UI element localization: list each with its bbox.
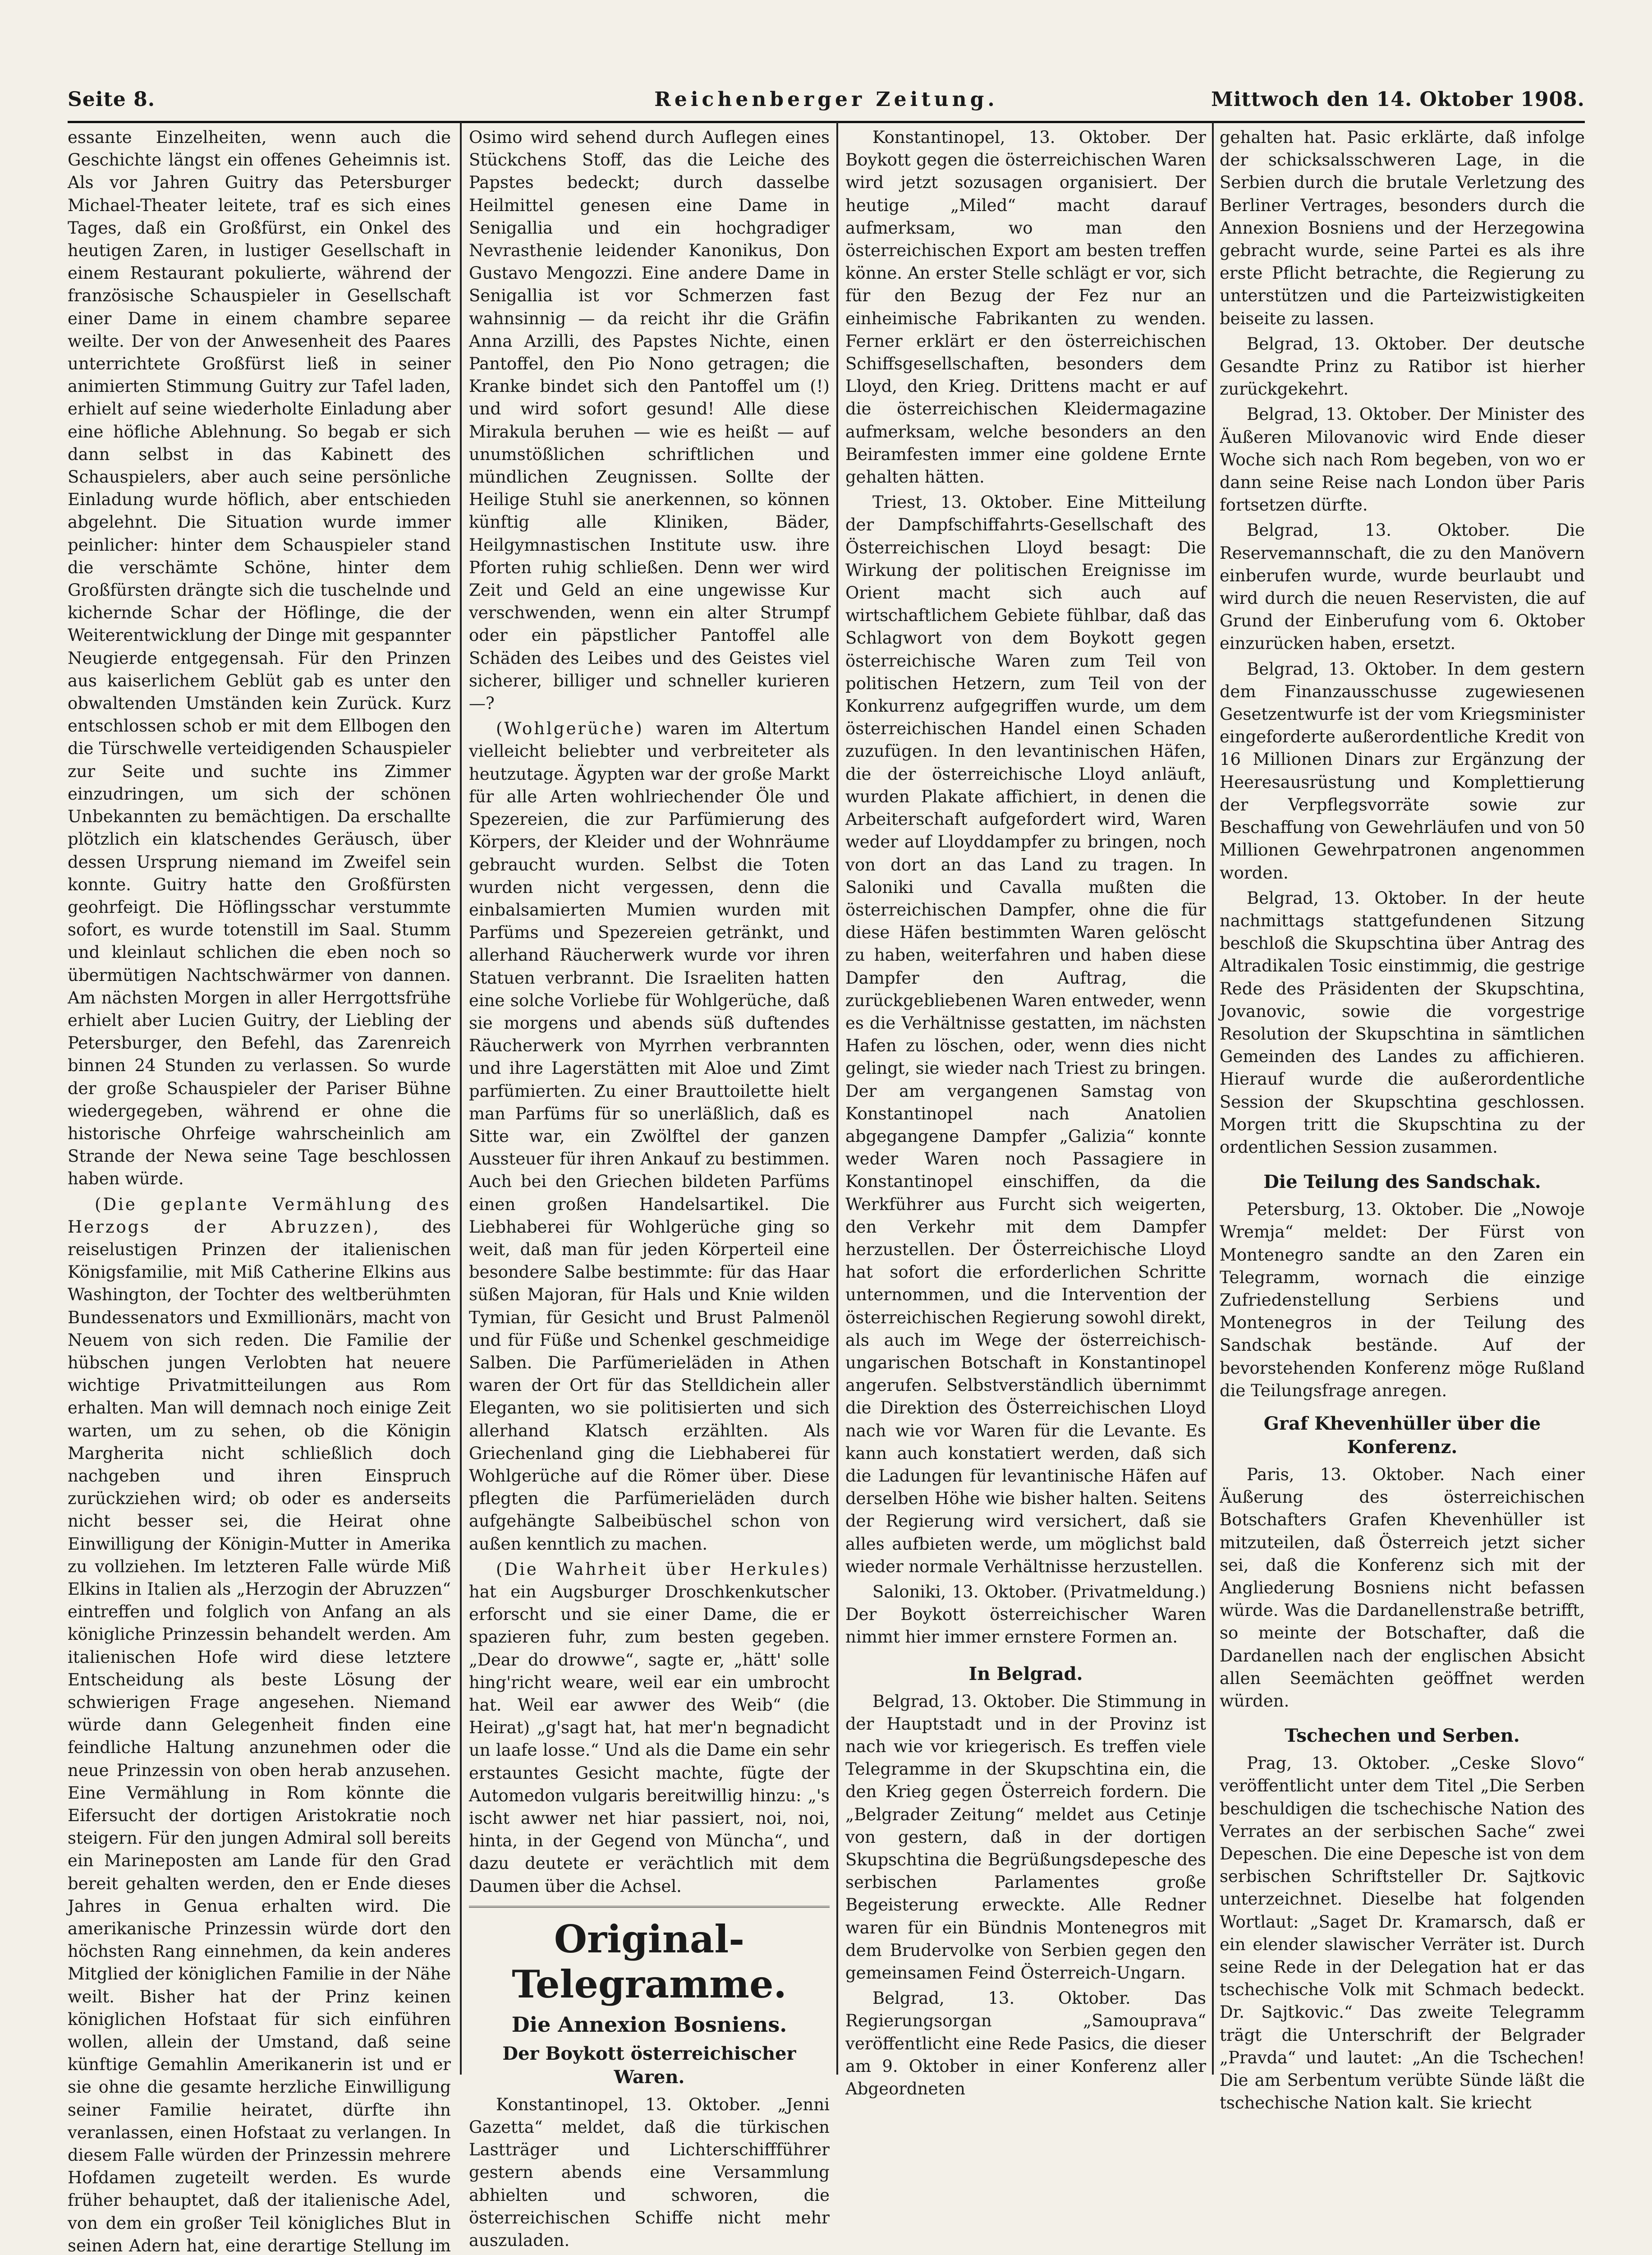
- article-abruzzen: (Die geplante Vermählung des Herzogs der Abruzzen), des reiselustigen Prinzen der italienischen Königsfamilie, mit Miß Catherine Elkins aus Washington, der Tochter des weltberühmten Bundessenators und Exmillionärs, macht von Neuem von sich reden. Die Familie der hübschen jungen Verlobten hat neuere wichtige Privatmitteilungen aus Rom erhalten. Man will demnach noch einige Zeit warten, um zu sehen, ob die Königin Margherita nicht schließlich doch nachgeben und ihren Einspruch zurückziehen wird; ob oder es anderseits nicht besser sei, die Heirat ohne Einwilligung der Königin-Mutter in Amerika zu vollziehen. Im letzteren Falle würde Miß Elkins in Italien als „Herzogin der Abruzzen“ eintreffen und folglich von Anfang an als königliche Prinzessin behandelt werden. Am italienischen Hofe wird diese letztere Entscheidung als beste Lösung der schwierigen Frage angesehen. Niemand würde dann Gelegenheit finden eine feindliche Haltung anzunehmen oder die neue Prinzessin von oben herab anzusehen. Eine Vermählung in Rom könnte die Eifersucht der dortigen Aristokratie noch steigern. Für den jungen Admiral soll bereits ein Marineposten am Lande für den Grad bereit gehalten werden, den er Ende dieses Jahres in Genua erhalten wird. Die amerikanische Prinzessin würde dort den höchsten Rang einnehmen, da kein anderes Mitglied der königlichen Familie in der Nähe weilt. Bisher hat der Prinz keinen königlichen Hofstaat für sich einführen wollen, allein der Umstand, daß seine künftige Gemahlin Amerikanerin ist und er sie ohne die gesamte herzliche Einwilligung seiner Familie heiratet, dürfte ihn veranlassen, einen Hofstaat zu verlangen. In diesem Falle würden der Prinzessin mehrere Hofdamen zugeteilt werden. Es wurde früher behauptet, daß der italienische Adel, von dem ein großer Teil königliches Blut in seinen Adern hat, eine derartige Stellung im: [68, 1194, 451, 2255]
- column-divider: [460, 122, 462, 2075]
- issue-date: Mittwoch den 14. Oktober 1908.: [1211, 88, 1585, 111]
- telegram-konstantinopel-2: Konstantinopel, 13. Oktober. Der Boykott gegen die österreichischen Waren wird jetzt sozusagen organisiert. Der heutige „Miled“ macht darauf aufmerksam, wo man den österreichischen Export am besten treffen könne. An erster Stelle schlägt er vor, sich für den Bezug der Fez nur an einheimische Fabrikanten zu wenden. Ferner erklärt er den österreichischen Schiffsgesellschaften, besonders dem Lloyd, den Krieg. Drittens macht er auf die österreichischen Kleidermagazine aufmerksam, welche besonders an den Beiramfesten immer eine goldene Ernte gehalten hätten.: [845, 128, 1206, 487]
- telegram-belgrad-3: Belgrad, 13. Oktober. Der deutsche Gesandte Prinz zu Ratibor ist hierher zurückgekehrt.: [1220, 334, 1585, 399]
- telegram-paris: Paris, 13. Oktober. Nach einer Äußerung des österreichischen Botschafters Grafen Khevenhüller ist mitzuteilen, daß Österreich jetzt sicher sei, daß die Konferenz sich mit der Angliederung Bosniens nicht befassen würde. Was die Dardanellenstraße betrifft, so meinte der Botschafter, daß die Dardanellen nach der englischen Absicht allen Seemächten geöffnet werden würden.: [1220, 1464, 1585, 1711]
- telegram-belgrad-4: Belgrad, 13. Oktober. Der Minister des Äußeren Milovanovic wird Ende dieser Woche sich nach Rom begeben, von wo er dann seine Reise nach London über Paris fortsetzen dürfte.: [1220, 405, 1585, 515]
- telegram-triest: Triest, 13. Oktober. Eine Mitteilung der Dampfschiffahrts-Gesellschaft des Österreichischen Lloyd besagt: Die Wirkung der politischen Ereignisse im Orient macht sich auch auf wirtschaftlichem Gebiete fühlbar, daß das Schlagwort von dem Boykott gegen österreichische Waren zum Teil von politischen Hetzern, zum Teil von der Konkurrenz aufgegriffen wurde, um dem österreichischen Handel einen Schaden zuzufügen. In den levantinischen Häfen, die der österreichische Lloyd anläuft, wurden Plakate affichiert, in denen die Arbeiterschaft aufgefordert wird, Waren weder auf Lloyddampfer zu bringen, noch von dort an das Land zu tragen. In Saloniki und Cavalla mußten die österreichischen Dampfer, ohne die für diese Häfen bestimmten Waren gelöscht zu haben, weiterfahren und haben diese Dampfer den Auftrag, die zurückgebliebenen Waren entweder, wenn es die Verhältnisse gestatten, im nächsten Hafen zu löschen, oder, wenn dies nicht gelingt, sie wieder nach Triest zu bringen. Der am vergangenen Samstag von Konstantinopel nach Anatolien abgegangene Dampfer „Galizia“ konnte weder Waren noch Passagiere in Konstantinopel einschiffen, da die Werkführer aus Furcht sich weigerten, den Verkehr mit dem Dampfer herzustellen. Der Österreichische Lloyd hat sofort die erforderlichen Schritte unternommen, und die Intervention der österreichischen Regierung sowohl direkt, als auch im Wege der österreichisch-ungarischen Botschaft in Konstantinopel angerufen. Selbstverständlich übernimmt die Direktion des Österreichischen Lloyd nach wie vor Waren für die Levante. Es kann auch konstatiert werden, daß sich die Ladungen für levantinische Häfen auf derselben Höhe wie bisher halten. Seitens der Regierung wird versichert, daß sie alles aufbieten werde, um möglichst bald wieder normale Verhältnisse herzustellen.: [845, 492, 1206, 1576]
- subsection-title-tschechen: Tschechen und Serben.: [1285, 1725, 1520, 1747]
- column-4: [1220, 126, 1585, 2113]
- column-divider: [1212, 122, 1214, 2075]
- telegram-belgrad-1: Belgrad, 13. Oktober. Die Stimmung in der Hauptstadt und in der Provinz ist nach wie vor kriegerisch. Es treffen viele Telegramme in der Skupschtina ein, die den Krieg gegen Österreich fordern. Die „Belgrader Zeitung“ meldet aus Cetinje von gestern, daß in der dortigen Skupschtina die Begrüßungsdepesche des serbischen Parlamentes große Begeisterung erweckte. Alle Redner waren für ein Bündnis Montenegros mit dem Brudervolke von Serbien gegen den gemeinsamen Feind Österreich-Ungarn.: [845, 1691, 1206, 1983]
- column-2: [469, 126, 830, 2250]
- telegram-belgrad-2: Belgrad, 13. Oktober. Das Regierungsorgan „Samouprava“ veröffentlicht eine Rede Pasics, die dieser am 9. Oktober in einer Konferenz aller Abgeordneten: [845, 1988, 1206, 2099]
- column-1: [68, 126, 451, 2255]
- article-herkules: (Die Wahrheit über Herkules) hat ein Augsburger Droschkenkutscher erforscht und sie einer Dame, die er spazieren fuhr, zum besten gegeben. „Dear do drowwe“, sagte er, „hätt' solle hing'richt weare, weil ear ein umbrocht hat. Weil ear awwer des Weib“ (die Heirat) „g'sagt hat, hat mer'n begnadicht un laafe losse.“ Und als die Dame ein sehr erstauntes Gesicht machte, fügte der Automedon vulgaris bereitwillig hinzu: „'s ischt awwer net hiar passiert, noi, noi, hinta, in der Gegend von Müncha“, und dazu deutete er verächtlich mit dem Daumen über die Achsel.: [469, 1559, 830, 1896]
- subsection-title-boykott: Der Boykott österreichischer Waren.: [502, 2043, 796, 2088]
- article-paepstliche-wunder-cont: Osimo wird sehend durch Auflegen eines Stückchens Stoff, das die Leiche des Papstes bedeckt; durch dasselbe Heilmittel genesen eine Dame in Senigallia und ein hochgradiger Nevrasthenie leidender Kanonikus, Don Gustavo Mengozzi. Eine andere Dame in Senigallia ist vor Schmerzen fast wahnsinnig — da reicht ihr die Gräfin Anna Arzilli, des Papstes Nichte, einen Pantoffel, den Pio Nono getragen; die Kranke bindet sich den Pantoffel um (!) und wird sofort gesund! Alle diese Mirakula beruhen — wie es heißt — auf unumstößlichen schriftlichen und mündlichen Zeugnissen. Sollte der Heilige Stuhl sie anerkennen, so können künftig alle Kliniken, Bäder, Heilgymnastischen Institute usw. ihre Pforten ruhig schließen. Denn wer wird Zeit und Geld an eine ungewisse Kur verschwenden, wenn ein alter Strumpf oder ein päpstlicher Pantoffel alle Schäden des Leibes und des Geistes viel sicherer, billiger und schneller kurieren —?: [469, 128, 830, 713]
- subsection-title-annexion: Die Annexion Bosniens.: [511, 2012, 787, 2037]
- header-rule: [68, 121, 1585, 123]
- telegram-belgrad-5: Belgrad, 13. Oktober. Die Reservemannschaft, die zu den Manövern einberufen wurde, wurde beurlaubt und wird durch die neuen Reservisten, die auf Grund der Einberufung vom 6. Oktober einzurücken haben, ersetzt.: [1220, 520, 1585, 653]
- subsection-title-sandschak: Die Teilung des Sandschak.: [1263, 1171, 1541, 1193]
- column-3: [845, 126, 1206, 2099]
- telegram-saloniki: Saloniki, 13. Oktober. (Privatmeldung.) Der Boykott österreichischer Waren nimmt hier immer ernstere Formen an.: [845, 1582, 1206, 1647]
- page-header: [68, 88, 1585, 120]
- article-wohlgerueche: (Wohlgerüche) waren im Altertum vielleicht beliebter und verbreiteter als heutzutage. Ägypten war der große Markt für alle Arten wohlriechender Öle und Spezereien, die zur Parfümierung des Körpers, der Kleider und der Wohnräume gebraucht wurden. Selbst die Toten wurden nicht vergessen, denn die einbalsamierten Mumien wurden mit Parfüms und Spezereien getränkt, und allerhand Räucherwerk wurde vor ihren Statuen verbrannt. Die Israeliten hatten eine solche Vorliebe für Wohlgerüche, daß sie morgens und abends süß duftendes Räucherwerk von Myrrhen verbrannten und ihre Lagerstätten mit Aloe und Zimt parfümierten. Zu einer Brauttoilette hielt man Parfüms für so unerläßlich, daß es Sitte war, ein Zwölftel der ganzen Aussteuer für ihren Ankauf zu bestimmen. Auch bei den Griechen bildeten Parfüms einen großen Handelsartikel. Die Liebhaberei für Wohlgerüche ging so weit, daß man für jeden Körperteil eine besondere Salbe bestimmte: für das Haar süßen Majoran, für Hals und Knie wilden Tymian, für Gesicht und Brust Palmenöl und für Füße und Schenkel geschmeidige Salben. Die Parfümerieläden in Athen waren der Ort für das Stelldichein aller Eleganten, wo sie politisierten und sich allerhand Klatsch erzählten. Als Griechenland ging die Liebhaberei für Wohlgerüche auf die Römer über. Diese pflegten die Parfümerieläden durch aufgehängte Salbeibüschel schon von außen kenntlich zu machen.: [469, 719, 830, 1554]
- section-title-telegramme: Original-Telegramme.: [512, 1916, 787, 2006]
- column-divider: [836, 122, 838, 2075]
- telegram-petersburg: Petersburg, 13. Oktober. Die „Nowoje Wremja“ meldet: Der Fürst von Montenegro sandte an den Zaren ein Telegramm, wornach die einzige Zufriedenstellung Serbiens und Montenegros in der Teilung des Sandschak bestände. Auf der bevorstehenden Konferenz möge Rußland die Teilungsfrage anregen.: [1220, 1200, 1585, 1400]
- newspaper-title: Reichenberger Zeitung.: [654, 88, 998, 111]
- telegram-prag: Prag, 13. Oktober. „Ceske Slovo“ veröffentlicht unter dem Titel „Die Serben beschuldigen die tschechische Nation des Verrates an der serbischen Sache“ zwei Depeschen. Die eine Depesche ist von dem serbischen Schriftsteller Dr. Sajtkovic unterzeichnet. Dieselbe hat folgenden Wortlaut: „Saget Dr. Kramarsch, daß er ein elender slawischer Verräter ist. Durch seine Rede in der Delegation hat er das tschechische Volk mit Schmach bedeckt. Dr. Sajtkovic.“ Das zweite Telegramm trägt die Unterschrift der Belgrader „Pravda“ und lautet: „An die Tschechen! Die am Serbentum verübte Sünde läßt die tschechische Nation kalt. Sie kriecht: [1220, 1753, 1585, 2113]
- telegram-konstantinopel: Konstantinopel, 13. Oktober. „Jenni Gazetta“ meldet, daß die türkischen Lastträger und Lichterschiffführer gestern abends eine Versammlung abhielten und schworen, die österreichischen Schiffe nicht mehr auszuladen.: [469, 2094, 830, 2250]
- section-separator: [469, 1906, 830, 1908]
- subsection-title-khevenhueller: Graf Khevenhüller über die Konferenz.: [1263, 1413, 1541, 1458]
- page-number: Seite 8.: [68, 88, 156, 111]
- telegram-belgrad-7: Belgrad, 13. Oktober. In der heute nachmittags stattgefundenen Sitzung beschloß die Skupschtina über Antrag des Altradikalen Tosic einstimmig, die gestrige Rede des Präsidenten der Skupschtina, Jovanovic, sowie die vorgestrige Resolution der Skupschtina in sämtlichen Gemeinden des Landes zu affichieren. Hierauf wurde die außerordentliche Session der Skupschtina geschlossen. Morgen tritt die Skupschtina zu der ordentlichen Session zusammen.: [1220, 888, 1585, 1157]
- telegram-belgrad-6: Belgrad, 13. Oktober. In dem gestern dem Finanzausschusse zugewiesenen Gesetzentwurfe ist der vom Kriegsminister eingeforderte außerordentliche Kredit von 16 Millionen Dinars zur Ergänzung der Heeresausrüstung und Komplettierung der Verpflegsvorräte sowie zur Beschaffung von Gewehrläufen und von 50 Millionen Gewehrpatronen angenommen worden.: [1220, 659, 1585, 883]
- subsection-title-belgrad: In Belgrad.: [968, 1663, 1083, 1684]
- telegram-belgrad-2-cont: gehalten hat. Pasic erklärte, daß infolge der schicksalsschweren Lage, in die Serbien durch die brutale Verletzung des Berliner Vertrages, besonders durch die Annexion Bosniens und der Herzegowina gebracht wurde, seine Partei es als ihre erste Pflicht betrachte, die Regierung zu unterstützen und die Parteizwistigkeiten beiseite zu lassen.: [1220, 128, 1585, 328]
- article-guitry: essante Einzelheiten, wenn auch die Geschichte längst ein offenes Geheimnis ist. Als vor Jahren Guitry das Petersburger Michael-Theater leitete, traf es sich eines Tages, daß ein Großfürst, ein Onkel des heutigen Zaren, in lustiger Gesellschaft in einem Restaurant pokulierte, während der französische Schauspieler in Gesellschaft einer Dame in einem chambre separee weilte. Der von der Anwesenheit des Paares unterrichtete Großfürst ließ in seiner animierten Stimmung Guitry zur Tafel laden, erhielt auf seine wiederholte Einladung aber eine höfliche Ablehnung. So begab er sich dann selbst in das Kabinett des Schauspielers, aber auch seine persönliche Einladung wurde höflich, aber entschieden abgelehnt. Die Situation wurde immer peinlicher: hinter dem Schauspieler stand die verschämte Schöne, hinter dem Großfürsten drängte sich die tuschelnde und kichernde Schar der Höflinge, die der Weiterentwicklung der Dinge mit gespannter Neugierde entgegensah. Für den Prinzen aus kaiserlichem Geblüt gab es unter den obwaltenden Umständen kein Zurück. Kurz entschlossen schob er mit dem Ellbogen den die Türschwelle verteidigenden Schauspieler zur Seite und suchte ins Zimmer einzudringen, um sich der schönen Unbekannten zu bemächtigen. Da erschallte plötzlich ein klatschendes Geräusch, über dessen Ursprung niemand im Zweifel sein konnte. Guitry hatte den Großfürsten geohrfeigt. Die Höflingsschar verstummte sofort, es wurde totenstill im Saal. Stumm und kleinlaut schlichen die eben noch so übermütigen Nachtschwärmer von dannen. Am nächsten Morgen in aller Herrgottsfrühe erhielt aber Lucien Guitry, der Liebling der Petersburger, den Befehl, das Zarenreich binnen 24 Stunden zu verlassen. So wurde der große Schauspieler der Pariser Bühne wiedergegeben, während er ohne die historische Ohrfeige wahrscheinlich am Strande der Newa seine Tage beschlossen haben würde.: [68, 128, 451, 1189]
